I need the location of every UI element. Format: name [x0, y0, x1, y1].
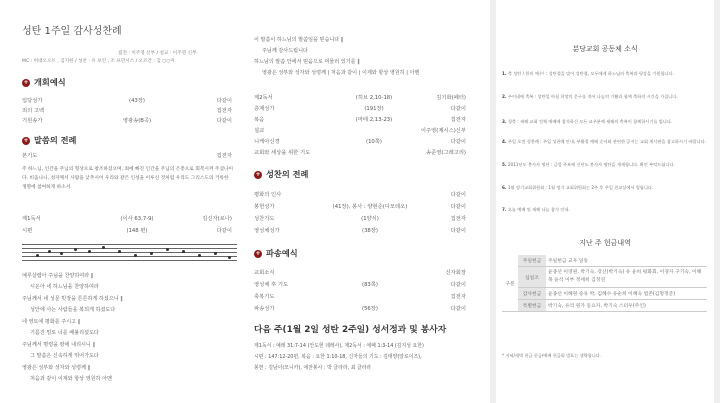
notice-item: 4. 주일 오전 성찬례 : 주일 성찬례 안내, 부활절 예배 순서와 관련한 공지는 교회 게시판을 참고하시기 바랍니다.: [502, 139, 706, 144]
response-line: 예루살렘아 주님을 찬양하여라 ‖: [22, 273, 94, 279]
section-title: 성찬의 전례: [266, 169, 309, 179]
order-row: 층계성가 (191장) 다같이: [254, 106, 466, 112]
order-row: 입당성가 (43장) 다같이: [22, 98, 232, 104]
next-week-heading: 다음 주(1월 2일 성탄 2주일) 성서정과 및 봉사자: [254, 325, 447, 335]
page-title: 성탄 1주일 감사성찬례: [22, 26, 122, 37]
section-eucharist: [254, 169, 308, 180]
cross-icon: +: [23, 137, 29, 144]
offering-table: [502, 255, 707, 312]
offering-title: 지난 주 헌금내역: [579, 239, 631, 247]
order-row: 니케아신경 (10쪽) 다같이: [254, 139, 466, 145]
order-row: 영성체 후 기도 (83쪽) 다같이: [254, 282, 466, 288]
response-line: 하느님의 말씀 안에서 믿음으로 머물러 있기를 ‖: [254, 59, 360, 65]
table-row: 감사헌금 윤종선 이해원 송유 박, 김혜수 유순희 이혜숙 법존(김형정준): [502, 288, 707, 300]
cross-icon: +: [23, 79, 29, 86]
response-line: 주님께 감사드립니다: [262, 48, 308, 54]
order-row: 성찬기도 (1양식) 집전자: [254, 216, 466, 222]
table-row: 구분 주일헌금 주일헌금 교우 일동: [502, 255, 707, 267]
table-row: 특별헌금 박기숙, 유리 원가 동요자, 박기숙 스터우(주인): [502, 300, 707, 312]
order-row: 시편 (148 편) 다같이: [22, 228, 232, 234]
response-line: 주님께서 네 성문 빗장을 튼튼하게 하셨으니 ‖: [22, 296, 123, 302]
response-line: 시온아 네 하느님을 찬양하여라: [30, 284, 99, 290]
response-line: 그 말씀은 신속하게 뛰어가도다: [30, 353, 99, 359]
section-dismissal: [254, 248, 298, 259]
notice-item: 1. 축 성탄 / 한미 예수! : 성탄절을 맞이 성탄절, 모두에게 하느님의 축복과 평강을 기원합니다.: [502, 71, 674, 76]
next-week-line: 시편 : 147:12-20편, 복음 : 요한 1:10-18, 신자들의 기도 : 김태양(알로이즈),: [254, 354, 422, 360]
notice-item: 3. 경축 : 새해 교회 전체 예배에 참석하신 모든 교우분께 새해의 축복이 함께하시기를 빕니다.: [502, 119, 673, 124]
collect-prayer: 주 하느님, 인간을 주님의 형상으로 창조하셨으며, 죄에 빠진 인간을 주님의 은총으로 회복시켜 주셨나이다. 비옵나니, 성자께서 사람을 낮추시어 우리와 같은 인성을 이루신 것처럼 우리도 그리스도의 거룩한 생명에 참여하게 하소서.: [22, 167, 234, 190]
response-line: 영광은 성부와 성자와 성령께 ‖: [22, 365, 91, 371]
response-line: 성안에 사는 사람들을 복되게 하셨도다: [30, 307, 116, 313]
cross-icon: +: [255, 171, 261, 178]
next-week-line: 봉헌 : 김남이(모니카), 애찬봉사 : 박 클라라, 최 클라라: [254, 365, 372, 371]
response-line: 이 말씀이 하느님의 말씀임을 믿습니다 ‖: [254, 37, 344, 43]
response-line: 주님께서 명령을 땅에 내리시니 ‖: [22, 342, 95, 348]
next-week-line: 제1독서 : 예레 31:7-14 (안도현 데레사), 제2독서 : 에페 1:3-14 (김지성 요한): [254, 343, 424, 349]
cross-icon: +: [255, 250, 261, 257]
order-row: 복음 (마태 2,13-23) 집전자: [254, 117, 466, 123]
section-title: 파송예식: [266, 248, 298, 258]
order-row: 제1독서 (이사 63,7-9) 김신자(로나): [22, 216, 232, 222]
order-row: 설교 이주영(제시스)신부: [254, 128, 466, 134]
right-column: [490, 0, 720, 403]
section-title: 개회예식: [34, 77, 66, 87]
order-row: 교회소식 신자회장: [254, 270, 466, 276]
order-row: 기원송가 영광송(B곡) 다같이: [22, 118, 232, 124]
officiant-info: 집전 : 이주영 신부 / 설교 : 이주영 신부: [118, 51, 197, 56]
response-line: 기름진 밀로 너를 배불리셨도다: [30, 330, 99, 336]
offering-note: * 저녁/새벽 헌금 헌금/예배 헌금회 발표는 생략합니다.: [502, 353, 602, 358]
notice-item: 7. 오늘 예배 및 새해 나눔 참가 안내.: [502, 207, 570, 212]
music-staff: [22, 240, 237, 268]
order-row: 영성체성가 (38장) 다같이: [254, 228, 466, 234]
order-row: 봉헌성가 (41장), 봉사 : 양현준(디모테오) 다같이: [254, 204, 466, 210]
response-line: 처음과 같이 이제와 항상 영원히 아멘: [30, 376, 112, 382]
section-word: [22, 135, 76, 146]
order-row: 죄의 고백 집전자: [22, 108, 232, 114]
order-row: 축복기도 집전자: [254, 294, 466, 300]
table-row: 십일조 윤종선 이영원, 박기숙, 강산(박기숙) 유 윤희 평화회, 이경자 구기숙, 이해목 윤석 이부 정세희 김정연: [502, 267, 707, 288]
response-line: 네 영토에 평화를 주시고 ‖: [22, 319, 81, 325]
section-title: 말씀의 전례: [34, 135, 77, 145]
notice-item: 5. 2011년도 봉사자 명단 : 금일 주보에 신년도 봉사자 명단을 게재합니다. 확인 부탁드립니다.: [502, 162, 675, 167]
notice-item: 6. 1월 정기교회위원회 : 1월 정기 교회위원회는 2주 후 주일 친교실에서 열립니다.: [502, 185, 654, 190]
staff-info: MC : 허대오오르 , 김지한 / 성찬 : 유 보린 , 조 프란시스 / 오르간 : 김 ○○미: [22, 59, 175, 64]
notice-item: 2. 주이네에 축복 : 성탄일 아침 희망의 문구를 적어 나눔의 기쁨과 함께 축하의 시간을 가집니다.: [502, 94, 678, 99]
offering-group-label: 구분: [502, 255, 518, 312]
notice-title: 분당교회 공동체 소식: [572, 45, 638, 53]
order-row: 교회와 세상을 위한 기도 송준영(그레고리): [254, 150, 466, 156]
response-line: 영광은 성부와 성자와 성령께 | 처음과 같이 | 이제와 항상 영원히 | 아멘: [262, 70, 420, 76]
order-row: 파송성가 (56장) 다같이: [254, 306, 466, 312]
order-row: 제2독서 (히브 2,10-18) 김기화(페터): [254, 95, 466, 101]
order-row: 평화의 인사 다같이: [254, 192, 466, 198]
order-row: 본기도 집전자: [22, 153, 232, 159]
section-opening: [22, 77, 66, 88]
